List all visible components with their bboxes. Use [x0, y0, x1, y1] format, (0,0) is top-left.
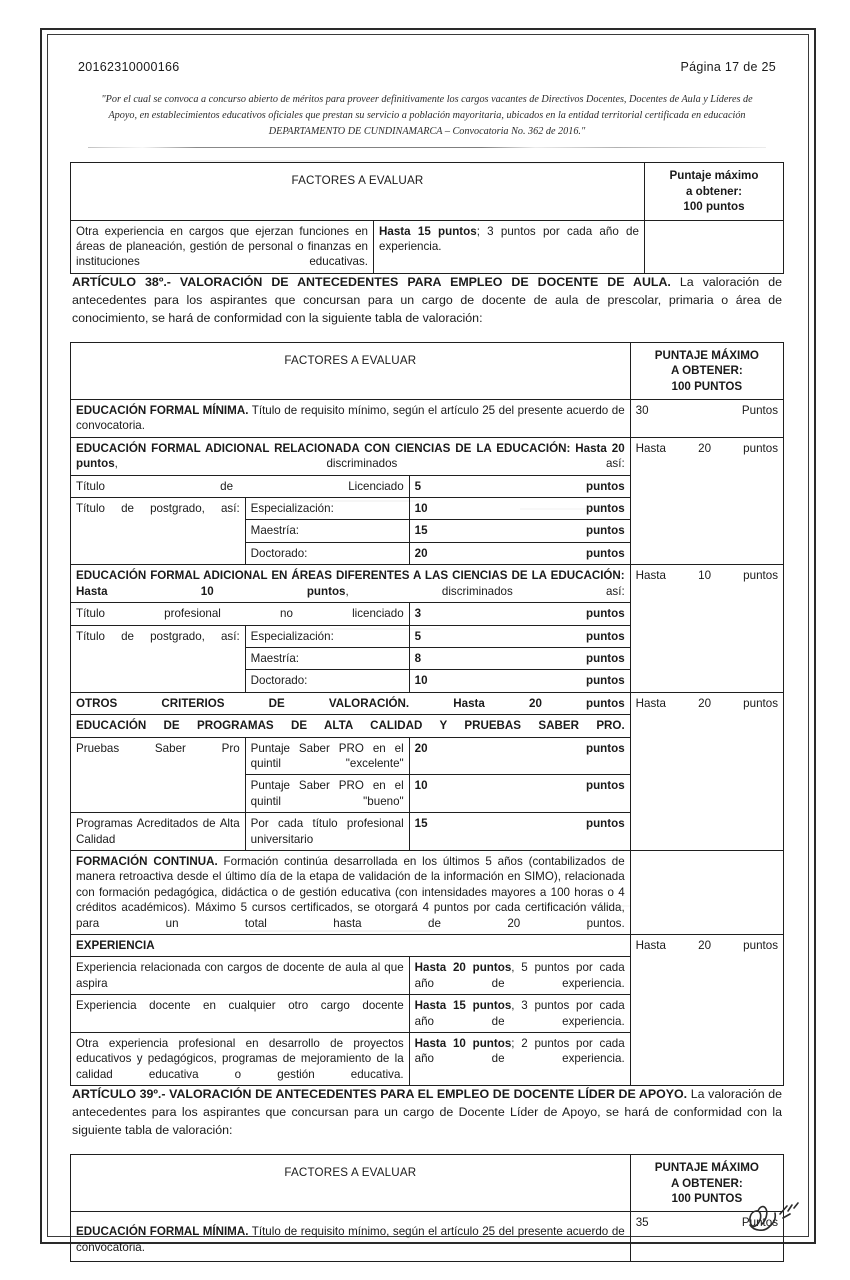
label-rest: Hasta 20 puntos	[409, 696, 625, 710]
label-bold: EDUCACIÓN FORMAL MÍNIMA.	[76, 1225, 249, 1239]
criteria-bold: Hasta 10 puntos	[414, 1037, 512, 1051]
table-row	[71, 400, 784, 438]
header-puntaje-line3: 100 PUNTOS	[671, 1192, 743, 1206]
table-row	[71, 437, 784, 475]
article-39-title: ARTÍCULO 39º.- VALORACIÓN DE ANTECEDENTES PARA EL EMPLEO DE DOCENTE LÍDER DE APOYO.	[72, 1087, 688, 1102]
label-bold: EDUCACIÓN FORMAL MÍNIMA.	[76, 404, 249, 418]
cell-score-adicional-relacionada: Hasta 20 puntos	[630, 437, 783, 564]
criteria-rest: , 3 puntos por cada año de experiencia.	[414, 999, 625, 1028]
table-directivos-continuation	[70, 162, 784, 273]
cell-score-otra-experiencia	[644, 220, 783, 273]
cell-maestria-rel: Maestría:	[245, 520, 409, 542]
label-rest: , discriminados así:	[114, 457, 625, 471]
cell-titulo-postgrado-rel: Título de postgrado, así:	[71, 498, 246, 565]
cell-adicional-relacionada-title	[71, 437, 631, 475]
cell-pts-profesional-no-licenciado: 3 puntos	[409, 603, 630, 625]
cell-pts-doctorado-rel: 20 puntos	[409, 542, 630, 564]
cell-experiencia-2: Experiencia docente en cualquier otro cargo docente	[71, 995, 410, 1033]
cell-titulo-profesional-no-licenciado: Título profesional no licenciado	[71, 603, 410, 625]
label-rest: Título de requisito mínimo, según el artículo 25 del presente acuerdo de convocatoria.	[76, 1225, 625, 1254]
cell-adicional-diferentes-title	[71, 565, 631, 603]
header-puntaje	[630, 342, 783, 399]
header-puntaje-line2: A OBTENER:	[670, 1176, 743, 1190]
header-puntaje-line3: 100 puntos	[683, 200, 745, 214]
article-38-paragraph	[70, 274, 784, 328]
page-content	[62, 48, 792, 1254]
label-bold: EDUCACIÓN FORMAL ADICIONAL EN ÁREAS DIFERENTES A LAS CIENCIAS DE LA EDUCACIÓN:	[76, 569, 625, 583]
header-puntaje-line1: PUNTAJE MÁXIMO	[654, 1161, 759, 1175]
cell-formacion-continua	[71, 850, 631, 934]
label-mid: Hasta 10 puntos	[76, 584, 346, 598]
cell-programas-acreditados-criteria: Por cada título profesional universitario	[245, 813, 409, 851]
cell-pruebas-saber-pro: Pruebas Saber Pro	[71, 737, 246, 813]
header-factores: FACTORES A EVALUAR	[71, 163, 645, 220]
page-number: Página 17 de 25	[680, 60, 776, 74]
table-row	[71, 935, 784, 957]
label-rest: Título de requisito mínimo, según el artículo 25 del presente acuerdo de convocatoria.	[76, 404, 625, 433]
cell-score-adicional-diferentes: Hasta 10 puntos	[630, 565, 783, 692]
cell-pts-maestria-dif: 8 puntos	[409, 647, 630, 669]
criteria-rest: ; 3 puntos por cada año de experiencia.	[379, 224, 639, 254]
cell-pts-programas-acreditados: 15 puntos	[409, 813, 630, 851]
cell-especializacion-dif: Especialización:	[245, 625, 409, 647]
cell-experiencia-3: Otra experiencia profesional en desarrollo de proyectos educativos y pedagógicos, programas de mejoramiento de la calidad educativa o gestión educativa.	[71, 1033, 410, 1086]
table-row	[71, 220, 784, 273]
cell-saber-bueno: Puntaje Saber PRO en el quintil "bueno"	[245, 775, 409, 813]
cell-educacion-formal-minima	[71, 1212, 631, 1262]
cell-especializacion-rel: Especialización:	[245, 498, 409, 520]
cell-score-experiencia: Hasta 20 puntos	[630, 935, 783, 1086]
article-38-body: La valoración de antecedentes para los aspirantes que concursan para un cargo de docente de aula de prescolar, primaria o área de conocimiento, se hará de conformidad con la siguiente tabla de valoración:	[72, 274, 782, 325]
cell-experiencia-title: EXPERIENCIA	[71, 935, 631, 957]
table-row	[71, 850, 784, 934]
header-factores: FACTORES A EVALUAR	[71, 1155, 631, 1212]
header-puntaje-line3: 100 PUNTOS	[671, 379, 743, 393]
cell-maestria-dif: Maestría:	[245, 647, 409, 669]
cell-factor-otra-experiencia: Otra experiencia en cargos que ejerzan funciones en áreas de planeación, gestión de personal o finanzas en instituciones educativas.	[71, 220, 374, 273]
cell-score-educacion-minima: 35 Puntos	[630, 1212, 783, 1262]
cell-pts-especializacion-rel: 10 puntos	[409, 498, 630, 520]
label-mid: Hasta 20 puntos	[76, 441, 625, 471]
cell-score-educacion-minima: 30 Puntos	[630, 400, 783, 438]
header-puntaje-line2: a obtener:	[685, 184, 742, 198]
cell-experiencia-3-criteria	[409, 1033, 630, 1086]
table-docente-de-aula	[70, 342, 784, 1086]
cell-score-formacion-continua	[630, 850, 783, 934]
cell-pts-doctorado-dif: 10 puntos	[409, 670, 630, 692]
radicado-number: 20162310000166	[78, 60, 180, 74]
label-bold: EDUCACIÓN FORMAL ADICIONAL RELACIONADA CON CIENCIAS DE LA EDUCACIÓN:	[76, 441, 571, 455]
article-39-body: La valoración de antecedentes para los aspirantes que concursan para un cargo de Docente Líder de Apoyo, se hará de conformidad con la siguiente tabla de valoración:	[72, 1087, 783, 1138]
cell-otros-criterios	[71, 692, 631, 714]
article-38-title: ARTÍCULO 38º.- VALORACIÓN DE ANTECEDENTES PARA EMPLEO DE DOCENTE DE AULA.	[72, 274, 671, 289]
cell-pts-especializacion-dif: 5 puntos	[409, 625, 630, 647]
table-row-header	[71, 163, 784, 220]
table-row	[71, 692, 784, 714]
table-row-header	[71, 1155, 784, 1212]
label-rest: , discriminados así:	[345, 584, 625, 598]
header-puntaje-line1: Puntaje máximo	[669, 169, 759, 183]
document-subtitle: "Por el cual se convoca a concurso abierto de méritos para proveer definitivamente los cargos vacantes de Directivos Docentes, Docentes de Aula y Líderes de Apoyo, en establecimientos educativos oficiales que prestan su servicio a población mayoritaria, ubicados en la entidad territorial certificada en educación DEPARTAMENTO DE CUNDINAMARCA – Convocatoria No. 362 de 2016."	[101, 94, 753, 137]
cell-pts-licenciado: 5 puntos	[409, 475, 630, 497]
cell-titulo-postgrado-dif: Título de postgrado, así:	[71, 625, 246, 692]
label-bold: FORMACIÓN CONTINUA.	[76, 854, 218, 868]
table-docente-lider-de-apoyo	[70, 1154, 784, 1262]
cell-doctorado-dif: Doctorado:	[245, 670, 409, 692]
criteria-bold: Hasta 20 puntos	[414, 961, 512, 975]
cell-experiencia-2-criteria	[409, 995, 630, 1033]
criteria-rest: ; 2 puntos por cada año de experiencia.	[414, 1037, 625, 1066]
document-header	[70, 60, 784, 74]
header-puntaje	[644, 163, 783, 220]
cell-score-otros-criterios: Hasta 20 puntos	[630, 692, 783, 850]
header-divider	[88, 147, 766, 148]
cell-pts-maestria-rel: 15 puntos	[409, 520, 630, 542]
table-row	[71, 1212, 784, 1262]
cell-pts-saber-bueno: 10 puntos	[409, 775, 630, 813]
table-row-header	[71, 342, 784, 399]
cell-experiencia-1: Experiencia relacionada con cargos de docente de aula al que aspira	[71, 957, 410, 995]
cell-experiencia-1-criteria	[409, 957, 630, 995]
cell-educacion-formal-minima	[71, 400, 631, 438]
cell-doctorado-rel: Doctorado:	[245, 542, 409, 564]
label-rest: Formación continúa desarrollada en los últimos 5 años (contabilizados de manera retroactiva desde el último día de la etapa de validación de la información en SIMO), relacionada con formación pedagógica, didáctica o de gestión educativa (con intensidades mayores a 100 horas o 4 créditos académicos). Máximo 5 cursos certificados, se otorgará 4 puntos por cada certificación válida, para un total hasta de 20 puntos.	[76, 854, 625, 930]
cell-saber-excelente: Puntaje Saber PRO en el quintil "excelente"	[245, 737, 409, 775]
criteria-rest: , 5 puntos por cada año de experiencia.	[414, 961, 625, 990]
criteria-bold: Hasta 15 puntos	[379, 224, 477, 238]
label-bold: OTROS CRITERIOS DE VALORACIÓN.	[76, 696, 410, 710]
cell-pts-saber-excelente: 20 puntos	[409, 737, 630, 775]
header-puntaje	[630, 1155, 783, 1212]
header-puntaje-line2: A OBTENER:	[670, 364, 743, 378]
header-factores: FACTORES A EVALUAR	[71, 342, 631, 399]
header-puntaje-line1: PUNTAJE MÁXIMO	[654, 348, 759, 362]
cell-educacion-programas-alta-calidad: EDUCACIÓN DE PROGRAMAS DE ALTA CALIDAD Y PRUEBAS SABER PRO.	[71, 715, 631, 737]
cell-programas-acreditados: Programas Acreditados de Alta Calidad	[71, 813, 246, 851]
article-39-paragraph	[70, 1086, 784, 1140]
cell-titulo-licenciado: Título de Licenciado	[71, 475, 410, 497]
cell-criteria-otra-experiencia	[374, 220, 645, 273]
table-row	[71, 565, 784, 603]
criteria-bold: Hasta 15 puntos	[414, 999, 512, 1013]
